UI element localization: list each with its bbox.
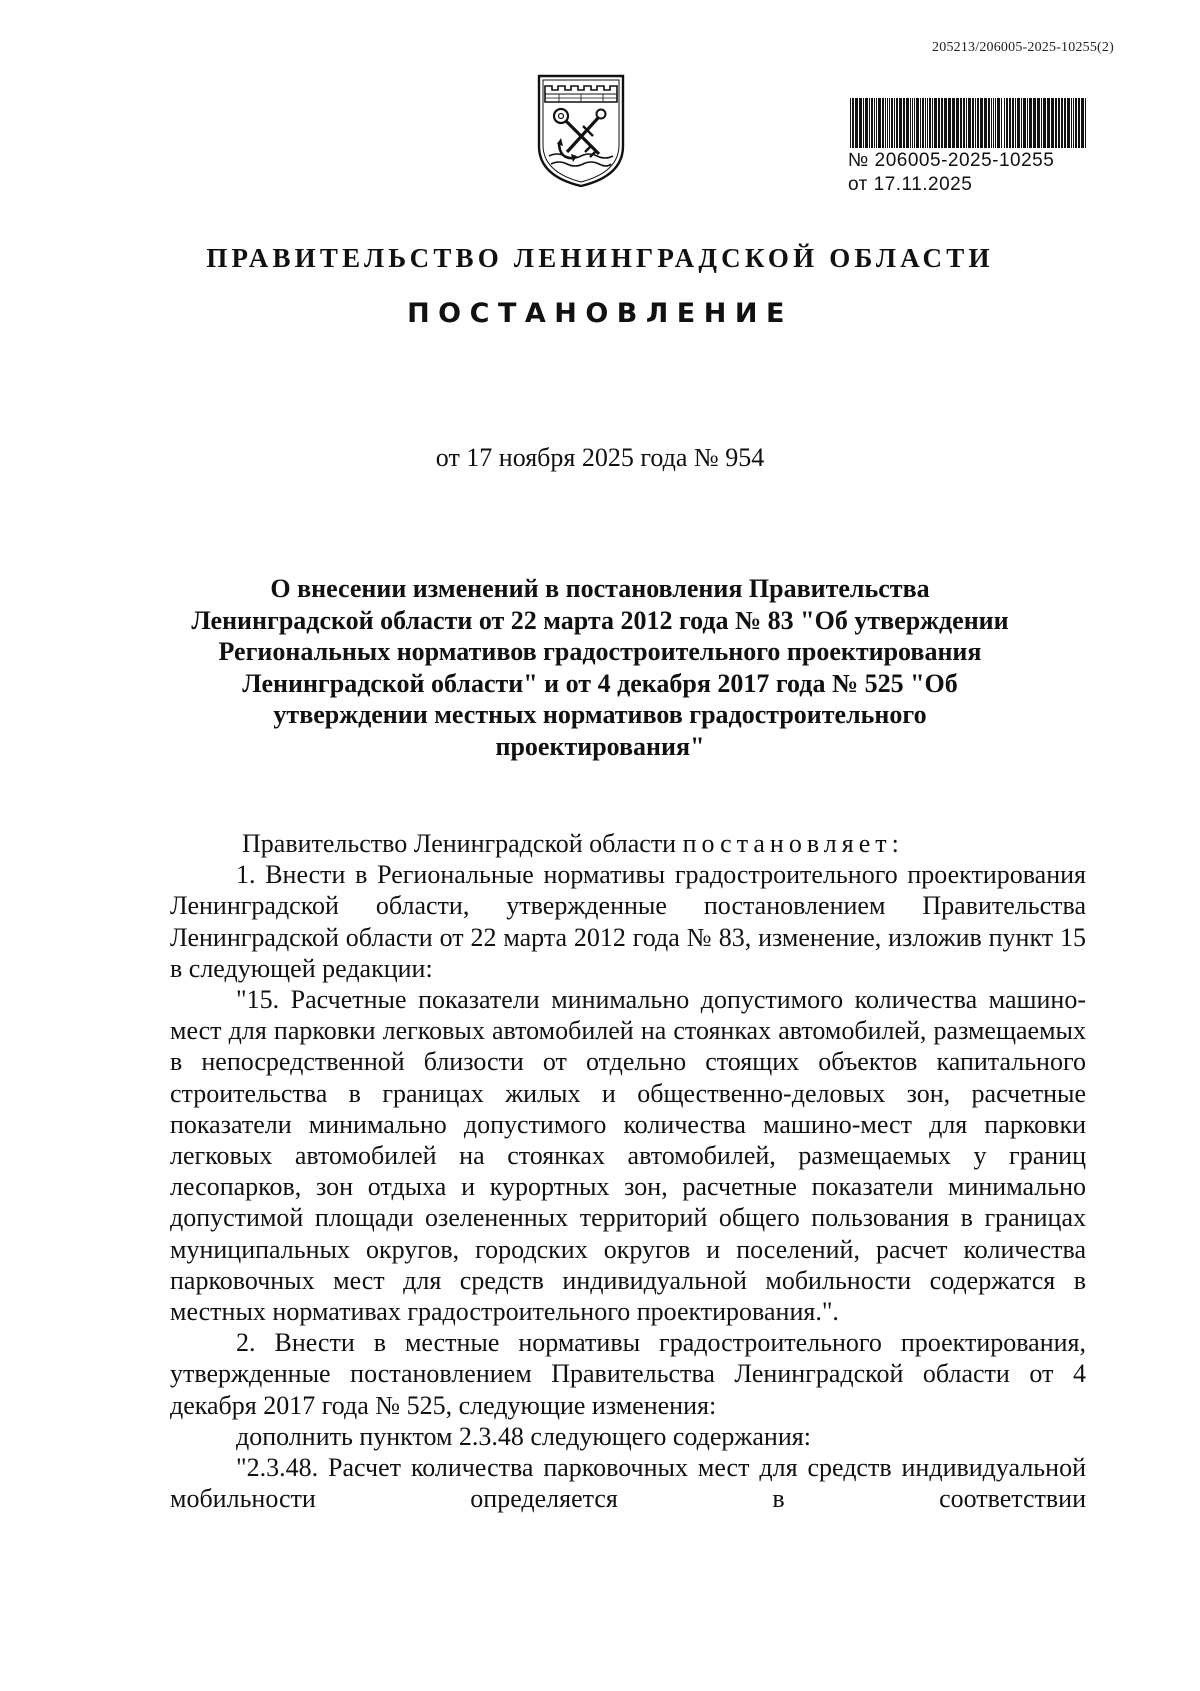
barcode-bar <box>1058 98 1060 148</box>
barcode-bar <box>887 98 888 148</box>
barcode-bar <box>1027 98 1028 148</box>
barcode-icon <box>850 98 1088 148</box>
barcode-bar <box>1023 98 1026 148</box>
barcode-bar <box>980 98 983 148</box>
barcode-bar <box>882 98 884 148</box>
intro-prefix: Правительство Ленинградской области <box>242 829 677 858</box>
barcode-bar <box>1009 98 1011 148</box>
barcode-bar <box>1041 98 1042 148</box>
barcode-bar <box>932 98 933 148</box>
document-subject: О внесении изменений в постановления Правительства Ленинградской области от 22 марта 2012 года № 83 "Об утверждении Региональных нормативов градостроительного проектирования Ленинградской области" и от 4 декабря 2017 года № 525 "Об утверждении местных нормативов градостроительного проектирования" <box>191 574 1009 761</box>
barcode-bar <box>920 98 921 148</box>
barcode-bar <box>1081 98 1084 148</box>
leningrad-oblast-coat-of-arms-icon <box>535 72 627 190</box>
document-body <box>170 828 1086 1514</box>
registration-stamp <box>838 98 1088 196</box>
paragraph-15-text: "15. Расчетные показатели минимально допустимого количества машино-мест для парковки легковых автомобилей на стоянках автомобилей, размещаемых в непосредственной близости от отдельно стоящих объектов капитального строительства в границах жилых и общественно-деловых зон, расчетные показатели минимально допустимого количества машино-мест для парковки легковых автомобилей на стоянках автомобилей, размещаемых у границ лесопарков, зон отдыха и курортных зон, расчетные показатели минимально допустимой площади озелененных территорий общего пользования в границах муниципальных округов, городских округов и поселений, расчет количества парковочных мест для средств индивидуальной мобильности содержатся в местных нормативах градостроительного проектирования.". <box>170 985 1086 1327</box>
document-date-number: от 17 ноября 2025 года № 954 <box>435 443 765 472</box>
barcode-bar <box>1001 98 1002 148</box>
barcode-bar <box>963 98 965 148</box>
barcode-bar <box>1075 98 1077 148</box>
barcode-bar <box>972 98 974 148</box>
authority-title: ПРАВИТЕЛЬСТВО ЛЕНИНГРАДСКОЙ ОБЛАСТИ <box>206 243 994 273</box>
barcode-bar <box>912 98 913 148</box>
barcode-bar <box>865 98 868 148</box>
barcode-bar <box>871 98 873 148</box>
paragraph-supplement: дополнить пунктом 2.3.48 следующего содержания: <box>236 1421 811 1451</box>
barcode-bar <box>869 98 870 148</box>
barcode-bar <box>1061 98 1063 148</box>
intro-paragraph <box>170 828 1086 859</box>
intro-resolves: постановляет: <box>682 829 904 858</box>
barcode-bar <box>1015 98 1016 148</box>
barcode-bar <box>859 98 862 148</box>
barcode-bar <box>938 98 940 148</box>
barcode-bar <box>889 98 890 148</box>
barcode-bar <box>906 98 909 148</box>
barcode-bar <box>922 98 924 148</box>
barcode-bar <box>1073 98 1074 148</box>
barcode-bar <box>855 98 858 148</box>
barcode-bar <box>910 98 911 148</box>
barcode-bar <box>894 98 895 148</box>
barcode-bar <box>903 98 905 148</box>
barcode-bar <box>878 98 881 148</box>
barcode-bar <box>966 98 967 148</box>
barcode-bar <box>988 98 990 148</box>
barcode-bar <box>1004 98 1005 148</box>
registration-date: от 17.11.2025 <box>848 174 973 195</box>
barcode-bar <box>1029 98 1032 148</box>
barcode-bar <box>1047 98 1050 148</box>
barcode-bar <box>997 98 1000 148</box>
barcode-bar <box>952 98 955 148</box>
registration-number: № 206005-2025-10255 <box>848 150 1055 171</box>
barcode-bar <box>852 98 854 148</box>
barcode-bar <box>929 98 931 148</box>
barcode-bar <box>914 98 915 148</box>
paragraph-2-3-48: "2.3.48. Расчет количества парковочных мест для средств индивидуальной мобильности определяется в соответствии <box>170 1453 1086 1514</box>
barcode-bar <box>896 98 898 148</box>
barcode-bar <box>944 98 947 148</box>
barcode-bar <box>863 98 864 148</box>
barcode-bar <box>977 98 979 148</box>
barcode-bar <box>1071 98 1072 148</box>
barcode-bar <box>876 98 877 148</box>
barcode-bar <box>1012 98 1014 148</box>
barcode-bar <box>984 98 987 148</box>
barcode-bar <box>1017 98 1020 148</box>
barcode-bar <box>874 98 875 148</box>
barcode-bar <box>1064 98 1066 148</box>
barcode-bar <box>850 98 851 148</box>
barcode-bar <box>1043 98 1046 148</box>
barcode-bar <box>1067 98 1070 148</box>
barcode-bar <box>975 98 976 148</box>
barcode-bar <box>968 98 971 148</box>
barcode-bar <box>899 98 902 148</box>
barcode-bar <box>991 98 992 148</box>
barcode-bar <box>1078 98 1080 148</box>
paragraph-2: 2. Внести в местные нормативы градостроительного проектирования, утвержденные постановлением Правительства Ленинградской области от 4 декабря 2017 года № 525, следующие изменения: <box>170 1328 1086 1420</box>
barcode-bar <box>934 98 937 148</box>
barcode-bar <box>1037 98 1040 148</box>
barcode-bar <box>956 98 959 148</box>
barcode-bar <box>948 98 951 148</box>
barcode-bar <box>1006 98 1008 148</box>
barcode-bar <box>885 98 886 148</box>
barcode-bar <box>916 98 919 148</box>
barcode-bar <box>995 98 996 148</box>
barcode-bar <box>925 98 926 148</box>
barcode-bar <box>891 98 893 148</box>
barcode-bar <box>1085 98 1086 148</box>
barcode-bar <box>960 98 962 148</box>
registration-code: 205213/206005-2025-10255(2) <box>932 40 1114 55</box>
paragraph-1: 1. Внести в Региональные нормативы градостроительного проектирования Ленинградской области, утвержденные постановлением Правительства Ленинградской области от 22 марта 2012 года № 83, изменение, изложив пункт 15 в следующей редакции: <box>170 860 1086 983</box>
barcode-bar <box>993 98 994 148</box>
barcode-bar <box>1055 98 1057 148</box>
barcode-bar <box>941 98 943 148</box>
barcode-bar <box>1021 98 1022 148</box>
barcode-bar <box>927 98 928 148</box>
barcode-bar <box>1051 98 1054 148</box>
document-type: ПОСТАНОВЛЕНИЕ <box>407 298 793 329</box>
barcode-bar <box>1033 98 1036 148</box>
